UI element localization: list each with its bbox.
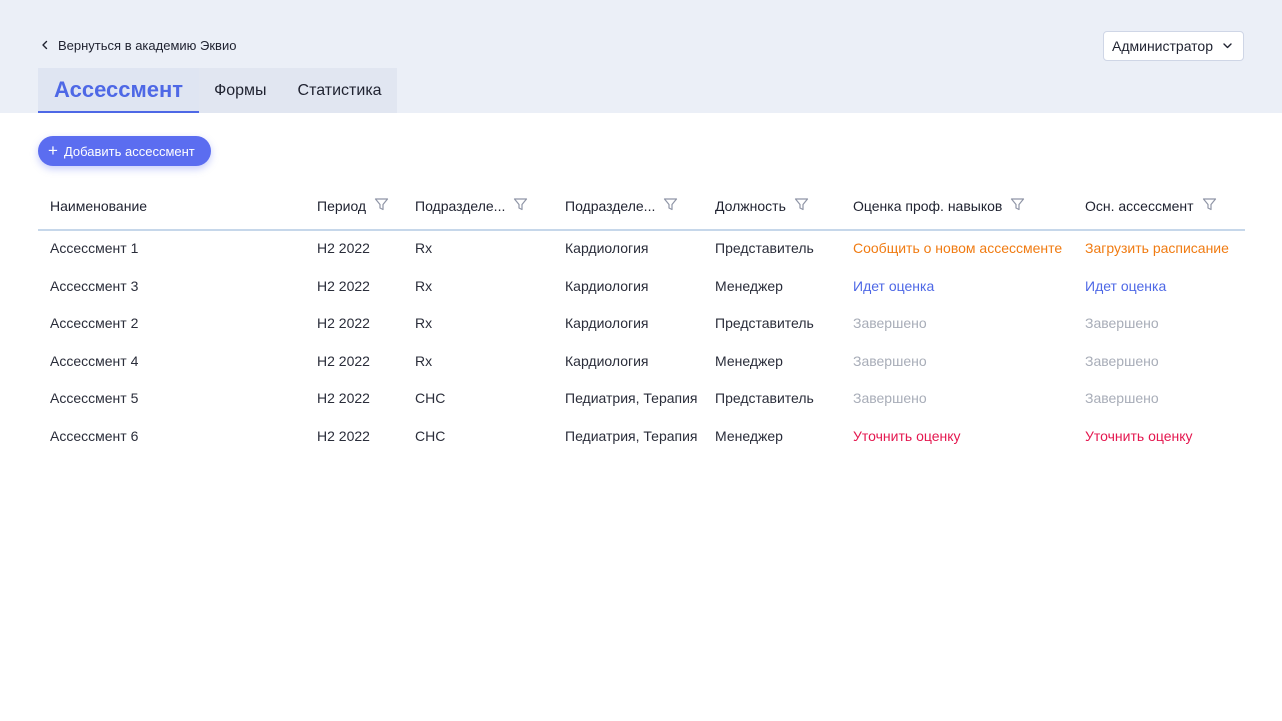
table-row[interactable] bbox=[38, 419, 1245, 457]
cell-main-assessment: Завершено bbox=[1085, 390, 1159, 406]
table-row[interactable] bbox=[38, 306, 1245, 344]
cell-division-1: CHC bbox=[415, 390, 446, 406]
cell-name: Ассессмент 1 bbox=[50, 240, 139, 256]
column-header-position bbox=[715, 196, 809, 216]
cell-division-2: Педиатрия, Терапия bbox=[565, 390, 698, 406]
cell-position: Представитель bbox=[715, 390, 814, 406]
cell-main-assessment: Завершено bbox=[1085, 315, 1159, 331]
cell-division-1: Rx bbox=[415, 315, 433, 331]
add-assessment-label: Добавить ассессмент bbox=[63, 143, 195, 159]
column-header-label: Осн. ассессмент bbox=[1085, 198, 1194, 214]
cell-skills-assessment: Завершено bbox=[853, 352, 927, 369]
cell-period: H2 2022 bbox=[317, 352, 370, 369]
tab-forms[interactable]: Формы bbox=[199, 68, 281, 113]
cell-skills-assessment[interactable]: Идет оценка bbox=[853, 277, 935, 294]
main-tabs bbox=[38, 68, 397, 113]
plus-icon: + bbox=[48, 141, 58, 160]
cell-period: H2 2022 bbox=[317, 315, 370, 331]
cell-skills-assessment[interactable]: Уточнить оценку bbox=[853, 427, 961, 444]
role-select[interactable] bbox=[1103, 31, 1244, 61]
tab-assessment[interactable]: Ассессмент bbox=[38, 68, 199, 113]
cell-skills-assessment: Завершено bbox=[853, 315, 927, 331]
back-to-academy-link[interactable] bbox=[40, 36, 236, 54]
filter-icon[interactable] bbox=[794, 197, 809, 215]
cell-name: Ассессмент 4 bbox=[50, 352, 139, 369]
role-select-value: Администратор bbox=[1112, 38, 1214, 54]
cell-position: Представитель bbox=[715, 315, 814, 331]
column-header-skills-assessment bbox=[853, 196, 1025, 216]
cell-division-2: Кардиология bbox=[565, 277, 649, 294]
column-header-period bbox=[317, 196, 389, 216]
cell-skills-assessment: Завершено bbox=[853, 390, 927, 406]
column-header-label: Подразделе... bbox=[565, 198, 656, 214]
filter-icon[interactable] bbox=[513, 197, 528, 215]
column-header-label: Период bbox=[317, 198, 367, 214]
top-header bbox=[0, 0, 1282, 113]
filter-icon[interactable] bbox=[374, 197, 389, 215]
column-header-label: Подразделе... bbox=[415, 198, 506, 214]
cell-main-assessment[interactable]: Уточнить оценку bbox=[1085, 427, 1193, 444]
chevron-down-icon bbox=[1222, 38, 1233, 54]
cell-division-1: Rx bbox=[415, 352, 433, 369]
cell-period: H2 2022 bbox=[317, 390, 370, 406]
filter-icon[interactable] bbox=[1010, 197, 1025, 215]
column-header-division-1 bbox=[415, 196, 528, 216]
cell-position: Менеджер bbox=[715, 352, 783, 369]
cell-period: H2 2022 bbox=[317, 240, 370, 256]
chevron-left-icon bbox=[40, 40, 50, 50]
cell-period: H2 2022 bbox=[317, 427, 370, 444]
cell-division-2: Педиатрия, Терапия bbox=[565, 427, 698, 444]
table-row[interactable] bbox=[38, 381, 1245, 419]
cell-division-1: CHC bbox=[415, 427, 446, 444]
cell-division-1: Rx bbox=[415, 277, 433, 294]
cell-name: Ассессмент 6 bbox=[50, 427, 139, 444]
filter-icon[interactable] bbox=[663, 197, 678, 215]
cell-main-assessment[interactable]: Идет оценка bbox=[1085, 277, 1167, 294]
table-body bbox=[38, 231, 1245, 456]
cell-position: Менеджер bbox=[715, 427, 783, 444]
column-header-main-assessment bbox=[1085, 196, 1217, 216]
table-row[interactable] bbox=[38, 269, 1245, 307]
cell-division-1: Rx bbox=[415, 240, 433, 256]
tab-statistics[interactable]: Статистика bbox=[282, 68, 397, 113]
cell-division-2: Кардиология bbox=[565, 315, 649, 331]
assessment-table bbox=[38, 186, 1245, 456]
back-link-label: Вернуться в академию Эквио bbox=[58, 37, 237, 53]
column-header-division-2 bbox=[565, 196, 678, 216]
cell-main-assessment[interactable]: Загрузить расписание bbox=[1085, 240, 1229, 256]
column-header-label: Оценка проф. навыков bbox=[853, 198, 1003, 214]
column-header-label: Должность bbox=[715, 198, 786, 214]
cell-division-2: Кардиология bbox=[565, 240, 649, 256]
cell-name: Ассессмент 5 bbox=[50, 390, 139, 406]
cell-division-2: Кардиология bbox=[565, 352, 649, 369]
cell-position: Менеджер bbox=[715, 277, 783, 294]
table-header bbox=[38, 186, 1245, 231]
cell-main-assessment: Завершено bbox=[1085, 352, 1159, 369]
column-header-label: Наименование bbox=[50, 198, 148, 214]
add-assessment-button[interactable] bbox=[38, 136, 211, 166]
table-row[interactable] bbox=[38, 231, 1245, 269]
filter-icon[interactable] bbox=[1202, 197, 1217, 215]
cell-period: H2 2022 bbox=[317, 277, 370, 294]
table-row[interactable] bbox=[38, 344, 1245, 382]
cell-skills-assessment[interactable]: Сообщить о новом ассессменте bbox=[853, 240, 1063, 256]
cell-position: Представитель bbox=[715, 240, 814, 256]
cell-name: Ассессмент 2 bbox=[50, 315, 139, 331]
column-header-name bbox=[50, 196, 147, 216]
cell-name: Ассессмент 3 bbox=[50, 277, 139, 294]
